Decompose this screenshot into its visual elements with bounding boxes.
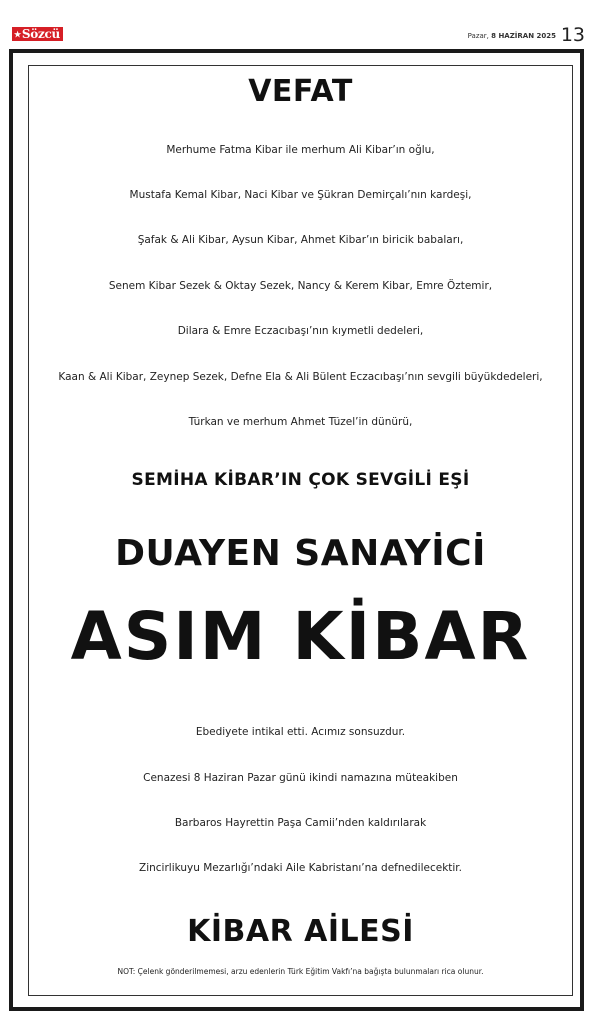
notice-line: Dilara & Emre Eczacıbaşı’nın kıymetli dedeleri, xyxy=(177,325,424,337)
notice-line: Mustafa Kemal Kibar, Naci Kibar ve Şükran Demirçalı’nın kardeşi, xyxy=(129,189,472,201)
notice-inner-border xyxy=(28,65,573,996)
closing-line: Barbaros Hayrettin Paşa Camii’nden kaldırılarak xyxy=(174,817,427,829)
closing-line: Zincirlikuyu Mezarlığı’ndaki Aile Kabristanı’na defnedilecektir. xyxy=(139,862,462,874)
logo-text: Sözcü xyxy=(21,27,60,41)
closing-line: Ebediyete intikal etti. Acımız sonsuzdur. xyxy=(195,726,406,738)
family-signature: KİBAR AİLESİ xyxy=(187,914,414,949)
page-number: 13 xyxy=(560,24,585,46)
issue-date xyxy=(468,32,556,40)
footnote: NOT: Çelenk gönderilmemesi, arzu edenlerin Türk Eğitim Vakfı’na bağışta bulunmaları rica olunur. xyxy=(117,967,484,976)
issue-day: Pazar, xyxy=(467,32,489,40)
sozcu-logo[interactable] xyxy=(12,27,63,41)
logo-mark-icon: ★ xyxy=(14,29,21,39)
notice-line: Şafak & Ali Kibar, Aysun Kibar, Ahmet Kibar’ın biricik babaları, xyxy=(137,234,464,246)
notice-title: VEFAT xyxy=(248,74,353,109)
notice-line: Türkan ve merhum Ahmet Tüzel’in dünürü, xyxy=(188,416,413,428)
notice-line: Senem Kibar Sezek & Oktay Sezek, Nancy & Kerem Kibar, Emre Öztemir, xyxy=(108,280,493,292)
notice-line: Kaan & Ali Kibar, Zeynep Sezek, Defne Ela & Ali Bülent Eczacıbaşı’nın sevgili büyükdedeleri, xyxy=(58,371,543,383)
deceased-name: ASIM KİBAR xyxy=(70,598,531,675)
closing-line: Cenazesi 8 Haziran Pazar günü ikindi namazına müteakiben xyxy=(143,772,458,784)
issue-date-text: 8 HAZİRAN 2025 xyxy=(491,32,556,40)
notice-line: Merhume Fatma Kibar ile merhum Ali Kibar’ın oğlu, xyxy=(166,144,435,156)
spouse-line: SEMİHA KİBAR’IN ÇOK SEVGİLİ EŞİ xyxy=(131,470,470,490)
epithet: DUAYEN SANAYİCİ xyxy=(115,533,486,574)
newspaper-header xyxy=(0,0,601,46)
